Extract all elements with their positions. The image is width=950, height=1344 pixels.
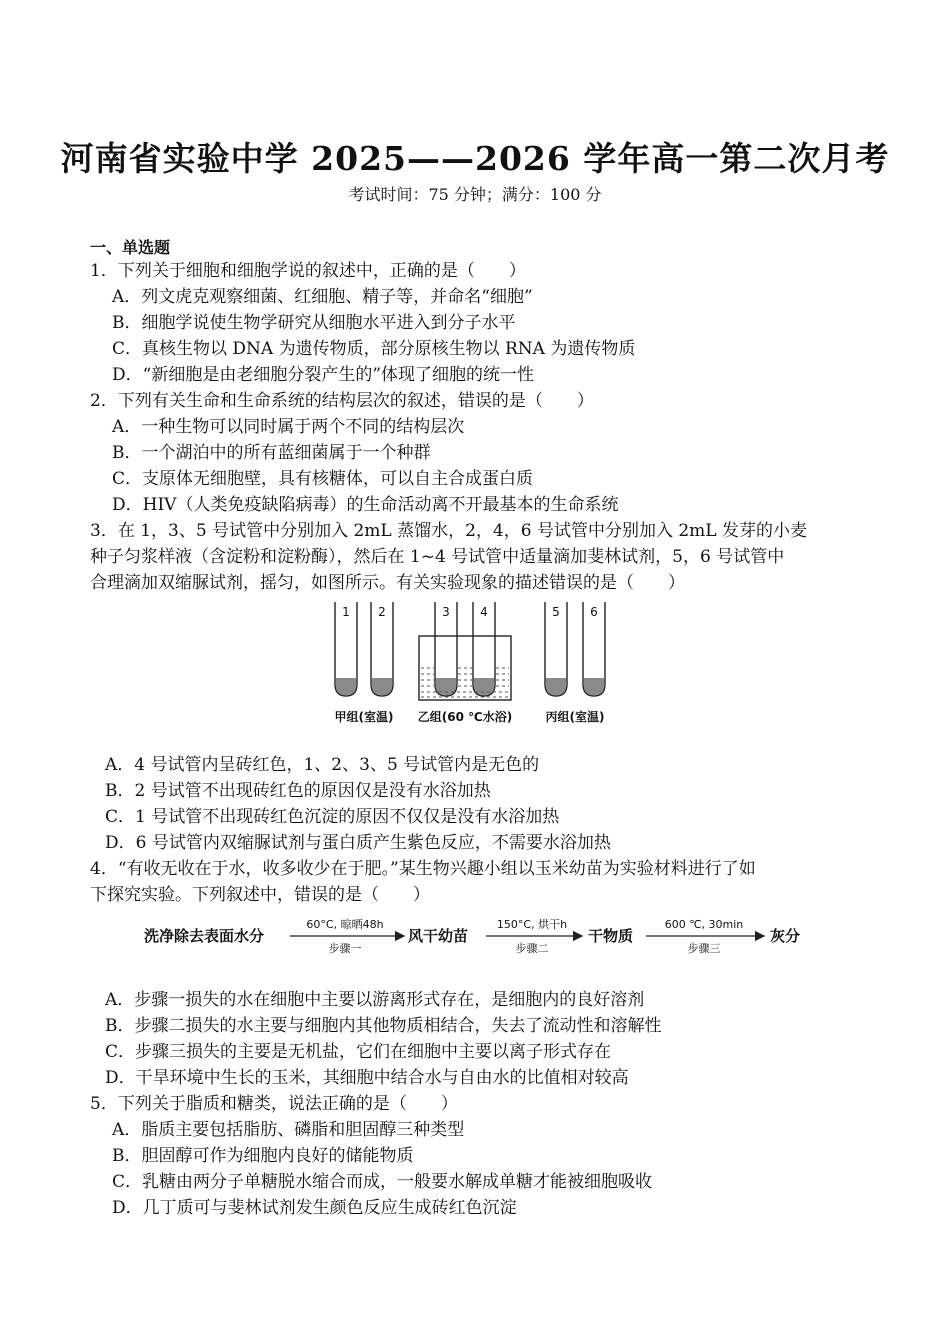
group-label-b: 乙组(60 ℃水浴) bbox=[417, 710, 513, 724]
q3-option-d: D．6 号试管内双缩脲试剂与蛋白质产生紫色反应，不需要水浴加热 bbox=[105, 833, 611, 853]
q1-option-b: B．细胞学说使生物学研究从细胞水平进入到分子水平 bbox=[112, 313, 516, 333]
q1-option-d: D．“新细胞是由老细胞分裂产生的”体现了细胞的统一性 bbox=[112, 365, 535, 385]
flow-cond-2: 150°C, 烘干h bbox=[496, 918, 568, 931]
flow-end: 灰分 bbox=[770, 927, 801, 945]
q5-option-b: B．胆固醇可作为细胞内良好的储能物质 bbox=[112, 1146, 414, 1166]
tube-label-2: 2 bbox=[378, 605, 386, 619]
tube-label-5: 5 bbox=[552, 605, 560, 619]
q3-stem-line2: 种子匀浆样液（含淀粉和淀粉酶），然后在 1~4 号试管中适量滴加斐林试剂，5，6 号试管中 bbox=[90, 547, 785, 567]
exam-title: 河南省实验中学 2025——2026 学年高一第二次月考 bbox=[60, 139, 890, 178]
test-tube-figure bbox=[325, 598, 625, 728]
q2-option-d: D．HIV（人类免疫缺陷病毒）的生命活动离不开最基本的生命系统 bbox=[112, 495, 619, 515]
tube-label-1: 1 bbox=[342, 605, 350, 619]
q1-stem: 1．下列关于细胞和细胞学说的叙述中，正确的是（ ） bbox=[90, 261, 526, 281]
q3-option-a: A．4 号试管内呈砖红色，1、2、3、5 号试管内是无色的 bbox=[105, 755, 540, 775]
q4-option-c: C．步骤三损失的主要是无机盐，它们在细胞中主要以离子形式存在 bbox=[105, 1042, 612, 1062]
q4-option-d: D．干旱环境中生长的玉米，其细胞中结合水与自由水的比值相对较高 bbox=[105, 1068, 629, 1088]
tube-label-4: 4 bbox=[480, 605, 488, 619]
flow-mid1: 风干幼苗 bbox=[408, 927, 469, 945]
section-heading: 一、单选题 bbox=[90, 238, 171, 257]
q3-option-b: B．2 号试管不出现砖红色的原因仅是没有水浴加热 bbox=[105, 781, 491, 801]
q5-option-a: A．脂质主要包括脂肪、磷脂和胆固醇三种类型 bbox=[112, 1120, 465, 1140]
flow-cond-1: 60°C, 晾晒48h bbox=[306, 918, 384, 931]
flow-step-1: 步骤一 bbox=[328, 942, 362, 955]
q4-option-b: B．步骤二损失的水主要与细胞内其他物质相结合，失去了流动性和溶解性 bbox=[105, 1016, 662, 1036]
flow-start: 洗净除去表面水分 bbox=[144, 927, 265, 945]
flow-step-2: 步骤二 bbox=[515, 942, 549, 955]
q3-stem-line1: 3．在 1，3、5 号试管中分别加入 2mL 蒸馏水，2，4，6 号试管中分别加入 2mL 发芽的小麦 bbox=[90, 521, 807, 541]
q4-stem-line1: 4．“有收无收在于水，收多收少在于肥。”某生物兴趣小组以玉米幼苗为实验材料进行了如 bbox=[90, 859, 756, 879]
group-label-a: 甲组(室温) bbox=[334, 710, 394, 724]
q2-stem: 2．下列有关生命和生命系统的结构层次的叙述，错误的是（ ） bbox=[90, 391, 594, 411]
q3-stem-line3: 合理滴加双缩脲试剂，摇匀，如图所示。有关实验现象的描述错误的是（ ） bbox=[90, 573, 685, 593]
q2-option-b: B．一个湖泊中的所有蓝细菌属于一个种群 bbox=[112, 443, 431, 463]
q2-option-c: C．支原体无细胞壁，具有核糖体，可以自主合成蛋白质 bbox=[112, 469, 534, 489]
q5-stem: 5．下列关于脂质和糖类，说法正确的是（ ） bbox=[90, 1094, 458, 1114]
tube-label-6: 6 bbox=[590, 605, 598, 619]
exam-subtitle: 考试时间：75 分钟；满分：100 分 bbox=[348, 185, 602, 204]
q4-option-a: A．步骤一损失的水在细胞中主要以游离形式存在，是细胞内的良好溶剂 bbox=[105, 990, 645, 1010]
q5-option-d: D．几丁质可与斐林试剂发生颜色反应生成砖红色沉淀 bbox=[112, 1198, 517, 1218]
q3-option-c: C．1 号试管不出现砖红色沉淀的原因不仅仅是没有水浴加热 bbox=[105, 807, 560, 827]
drying-flow-diagram bbox=[140, 912, 820, 960]
q2-option-a: A．一种生物可以同时属于两个不同的结构层次 bbox=[112, 417, 465, 437]
flow-cond-3: 600 ℃, 30min bbox=[664, 918, 744, 931]
q1-option-a: A．列文虎克观察细菌、红细胞、精子等，并命名“细胞” bbox=[112, 287, 533, 307]
flow-mid2: 干物质 bbox=[588, 927, 634, 945]
q1-option-c: C．真核生物以 DNA 为遗传物质，部分原核生物以 RNA 为遗传物质 bbox=[112, 339, 636, 359]
q4-stem-line2: 下探究实验。下列叙述中，错误的是（ ） bbox=[90, 885, 430, 905]
flow-step-3: 步骤三 bbox=[687, 942, 721, 955]
q5-option-c: C．乳糖由两分子单糖脱水缩合而成，一般要水解成单糖才能被细胞吸收 bbox=[112, 1172, 653, 1192]
tube-label-3: 3 bbox=[442, 605, 450, 619]
group-label-c: 丙组(室温) bbox=[545, 710, 605, 724]
